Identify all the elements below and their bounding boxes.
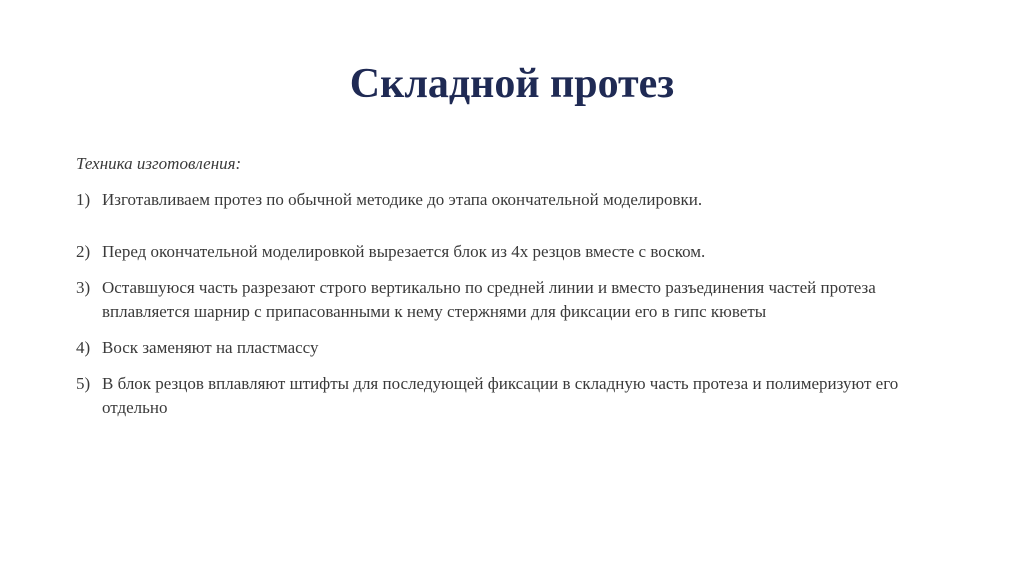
list-item	[76, 188, 956, 212]
list-item-number: 4)	[76, 338, 91, 357]
list-item	[76, 372, 956, 420]
list-item-text: Воск заменяют на пластмассу	[102, 338, 319, 357]
list-item-number: 3)	[76, 278, 91, 297]
list-item-text: В блок резцов вплавляют штифты для последующей фиксации в складную часть протеза и полимеризуют его отдельно	[102, 374, 899, 417]
list-item-text: Оставшуюся часть разрезают строго вертикально по средней линии и вместо разъединения частей протеза вплавляется шарнир с припасованными к нему стержнями для фиксации его в гипс кюветы	[102, 278, 876, 321]
list-item	[76, 336, 956, 360]
list-item-number: 5)	[76, 374, 91, 393]
slide-title: Складной протез	[349, 61, 675, 107]
list-item-number: 2)	[76, 242, 91, 261]
steps-list	[76, 188, 956, 420]
section-subtitle: Техника изготовления:	[76, 154, 242, 173]
list-item-number: 1)	[76, 190, 91, 209]
list-item	[76, 240, 956, 264]
list-item-text: Перед окончательной моделировкой вырезается блок из 4х резцов вместе с воском.	[102, 242, 706, 261]
slide-content	[76, 152, 956, 420]
list-item	[76, 276, 956, 324]
list-item-text: Изготавливаем протез по обычной методике до этапа окончательной моделировки.	[102, 190, 703, 209]
